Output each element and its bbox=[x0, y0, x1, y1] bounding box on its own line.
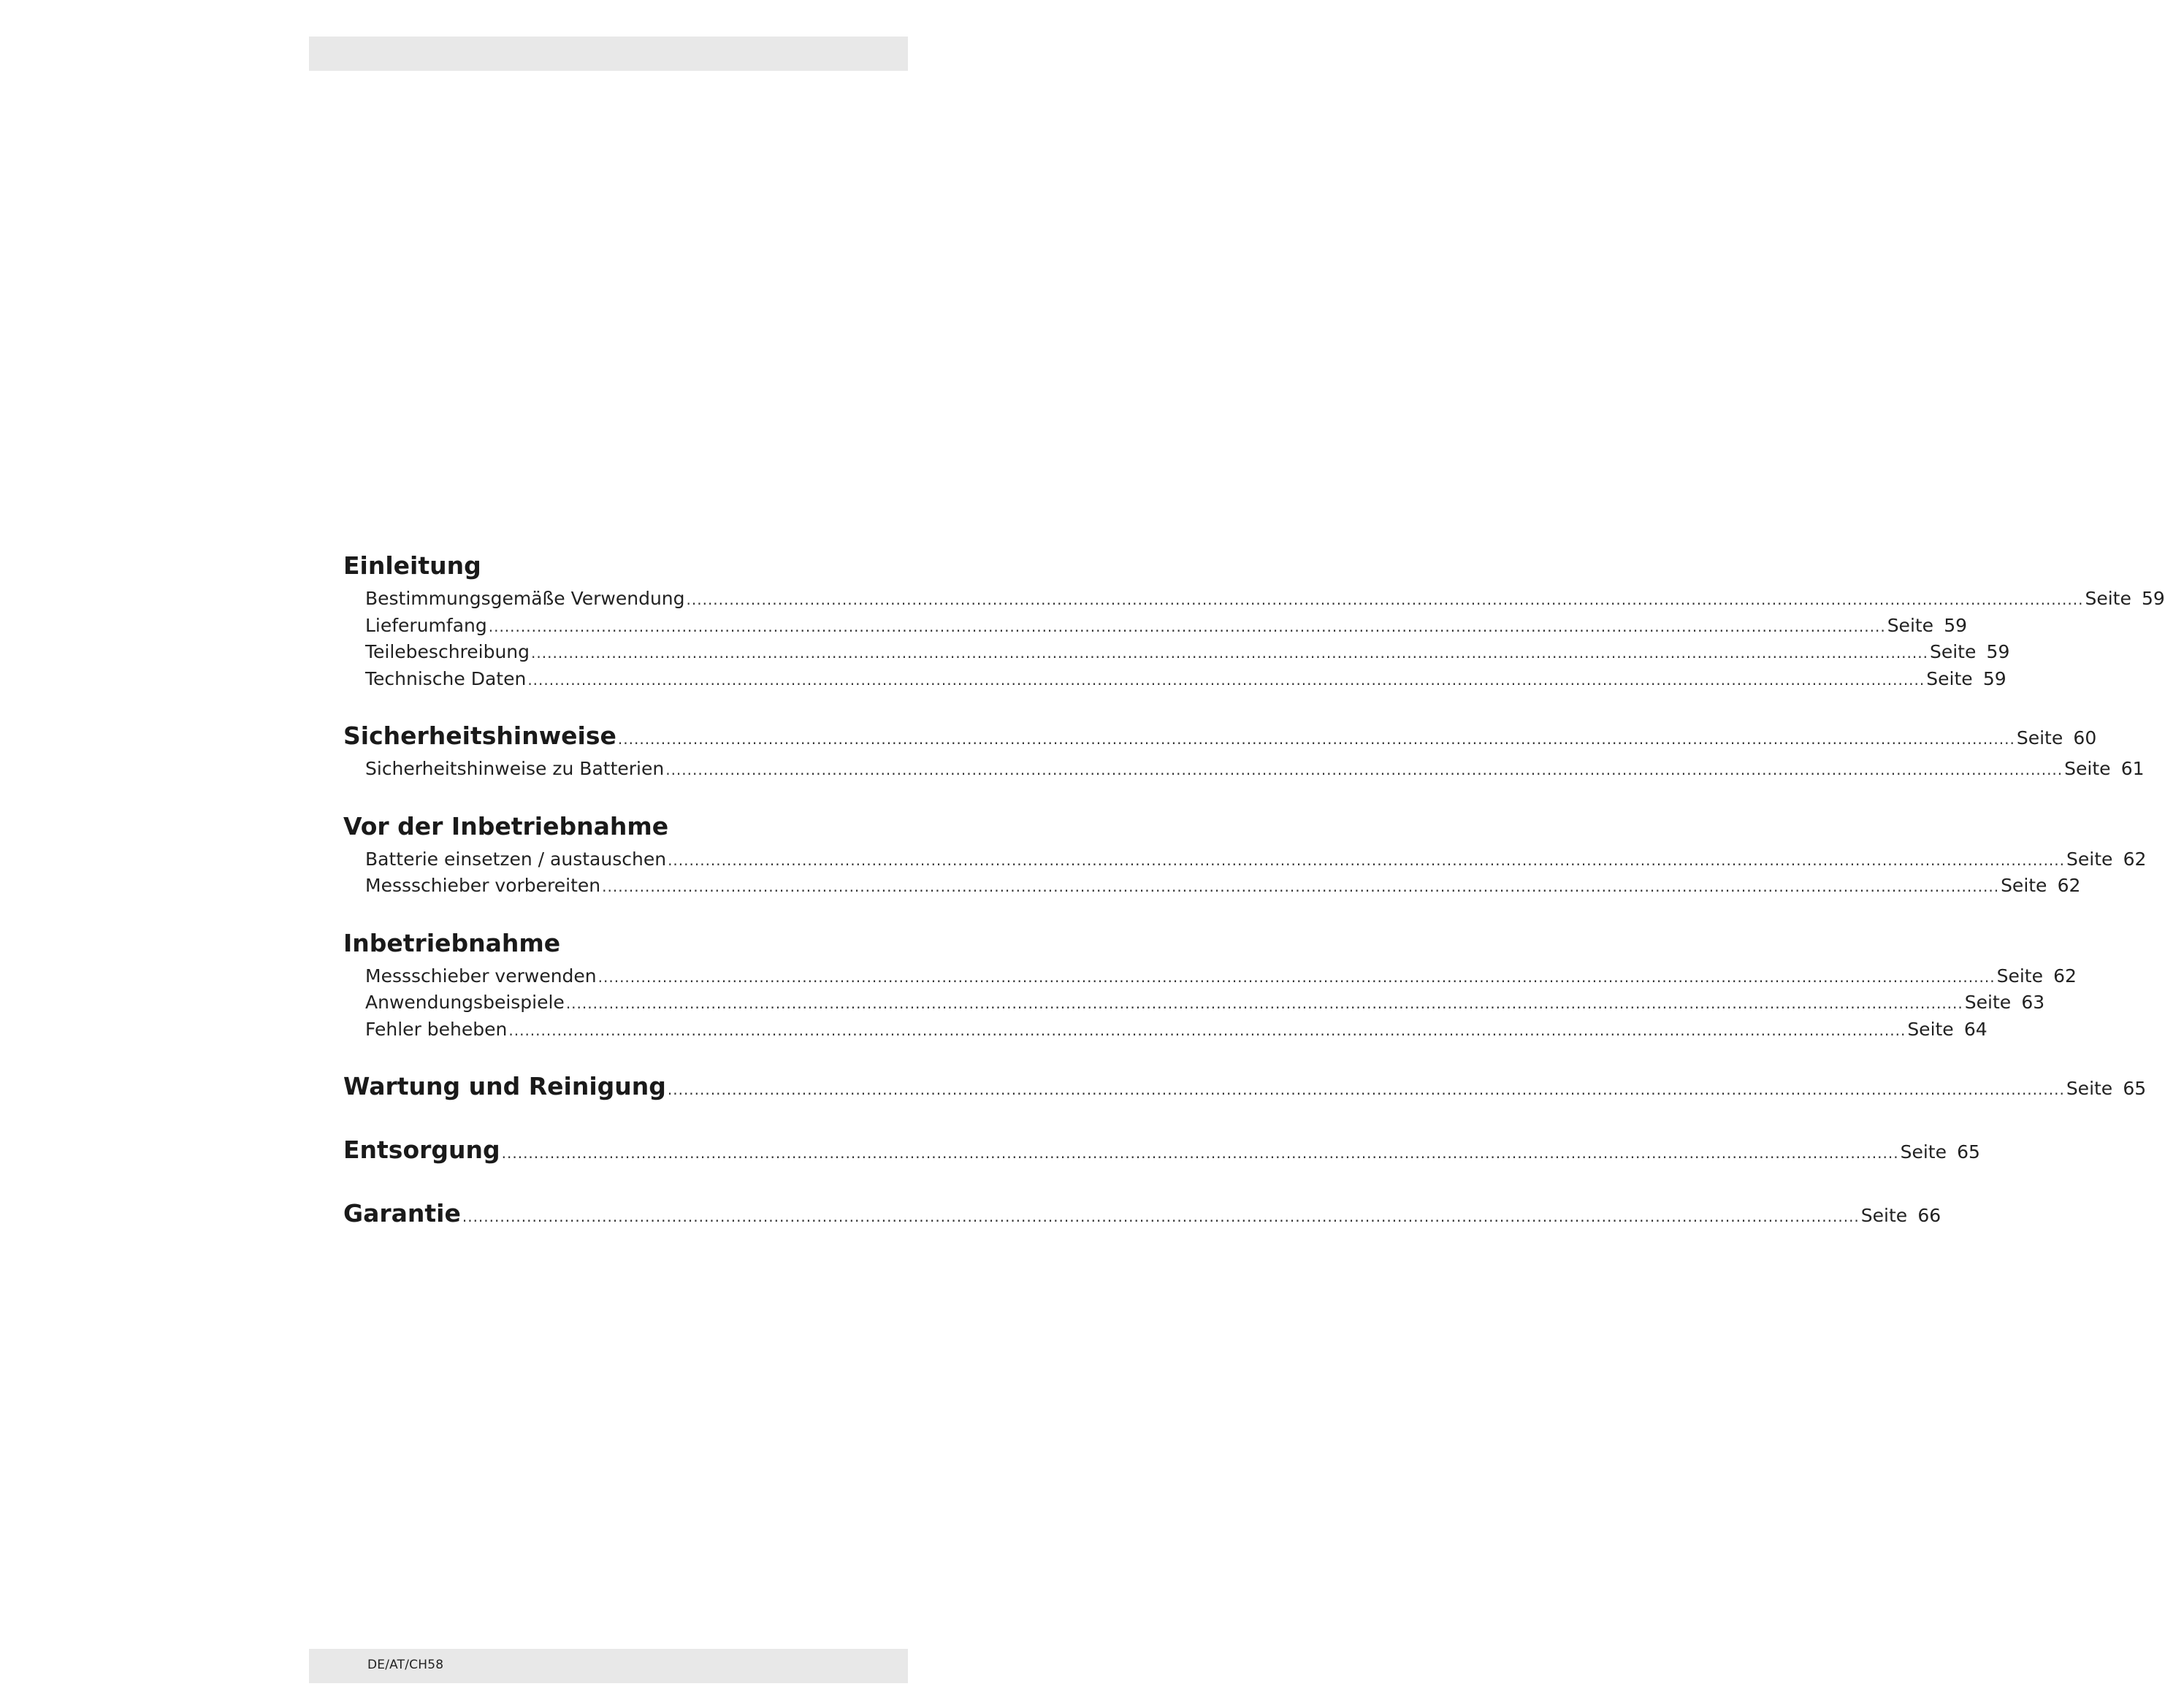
dot-leader: .................................................................................................................................................................................................................................................................... bbox=[462, 1208, 1860, 1225]
dot-leader: .................................................................................................................................................................................................................................................................... bbox=[597, 968, 1996, 986]
page-word: Seite bbox=[2001, 875, 2047, 896]
entry-label: Anwendungsbeispiele bbox=[365, 992, 565, 1013]
toc-entry[interactable] bbox=[343, 667, 2006, 695]
page-number: 59 bbox=[1944, 614, 1968, 636]
toc-section-heading[interactable] bbox=[343, 1199, 1941, 1236]
page-word: Seite bbox=[1964, 992, 2012, 1013]
dot-leader: .................................................................................................................................................................................................................................................................... bbox=[501, 1144, 1899, 1162]
dot-leader: .................................................................................................................................................................................................................................................................... bbox=[531, 644, 1928, 662]
toc-section bbox=[343, 1136, 1980, 1172]
toc-entry[interactable] bbox=[343, 848, 2147, 876]
header-bar bbox=[309, 37, 908, 71]
section-title: Wartung und Reinigung bbox=[343, 1072, 666, 1100]
section-title: Inbetriebnahme bbox=[343, 928, 561, 957]
toc-section-heading[interactable] bbox=[343, 551, 866, 588]
section-title: Sicherheitshinweise bbox=[343, 721, 616, 750]
toc-entry[interactable] bbox=[343, 588, 2165, 615]
page-reference bbox=[2066, 849, 2146, 870]
page-number: 66 bbox=[1917, 1205, 1941, 1226]
entry-label: Lieferumfang bbox=[365, 614, 487, 636]
dot-leader: .................................................................................................................................................................................................................................................................... bbox=[565, 995, 1963, 1012]
section-title: Einleitung bbox=[343, 551, 481, 580]
entry-label: Messschieber verwenden bbox=[365, 965, 597, 987]
page-word: Seite bbox=[1900, 1141, 1947, 1163]
page-word: Seite bbox=[2064, 758, 2111, 779]
page-reference bbox=[2066, 1078, 2146, 1099]
page-number: 59 bbox=[2142, 588, 2165, 609]
toc-section bbox=[343, 928, 2077, 1046]
dot-leader: .................................................................................................................................................................................................................................................................... bbox=[665, 761, 2063, 778]
page-number: 64 bbox=[1963, 1018, 1988, 1040]
page-number: 65 bbox=[2123, 1078, 2147, 1099]
toc-section-heading[interactable] bbox=[343, 812, 866, 849]
toc-section-heading[interactable] bbox=[343, 1072, 2147, 1108]
page-number: 60 bbox=[2073, 727, 2097, 748]
page-reference bbox=[1997, 965, 2077, 987]
dot-leader: .................................................................................................................................................................................................................................................................... bbox=[668, 851, 2065, 869]
page-reference bbox=[1965, 992, 2044, 1013]
toc-section-heading[interactable] bbox=[343, 721, 2097, 758]
toc-entry[interactable] bbox=[343, 758, 2145, 785]
page-reference bbox=[1887, 615, 1967, 636]
page-number: 59 bbox=[1986, 641, 2010, 662]
dot-leader: .................................................................................................................................................................................................................................................................... bbox=[602, 878, 2000, 895]
page-reference bbox=[1861, 1205, 1941, 1226]
page-word: Seite bbox=[1929, 641, 1977, 662]
page-number: 63 bbox=[2021, 992, 2045, 1013]
page-word: Seite bbox=[2085, 588, 2131, 609]
page-number: 62 bbox=[2057, 875, 2081, 896]
toc-section bbox=[343, 551, 2165, 694]
page-code: DE/AT/CH58 bbox=[367, 1658, 444, 1672]
dot-leader: .................................................................................................................................................................................................................................................................... bbox=[527, 670, 1925, 689]
dot-leader: .................................................................................................................................................................................................................................................................... bbox=[488, 617, 1886, 635]
entry-label: Teilebeschreibung bbox=[365, 641, 530, 662]
page-number: 62 bbox=[2123, 848, 2147, 870]
page-number: 62 bbox=[2053, 965, 2077, 987]
toc-entry[interactable] bbox=[343, 1018, 1988, 1046]
page-reference bbox=[1901, 1141, 1980, 1163]
page-reference bbox=[2085, 588, 2164, 609]
page-number: 59 bbox=[1982, 667, 2006, 689]
page-word: Seite bbox=[2066, 848, 2113, 870]
section-title: Garantie bbox=[343, 1199, 461, 1228]
toc-entry[interactable] bbox=[343, 965, 2077, 992]
section-title: Vor der Inbetriebnahme bbox=[343, 811, 669, 840]
toc-section bbox=[343, 721, 2145, 785]
entry-label: Technische Daten bbox=[365, 667, 527, 689]
page-reference bbox=[1926, 668, 2006, 689]
toc-section bbox=[343, 1072, 2147, 1108]
toc-entry[interactable] bbox=[343, 875, 2081, 902]
entry-label: Fehler beheben bbox=[365, 1018, 508, 1040]
page-word: Seite bbox=[2016, 727, 2063, 748]
toc-section-heading[interactable] bbox=[343, 1136, 1980, 1172]
dot-leader: .................................................................................................................................................................................................................................................................... bbox=[686, 591, 2084, 608]
toc-entry[interactable] bbox=[343, 614, 1968, 642]
page-reference bbox=[2001, 875, 2080, 896]
entry-label: Messschieber vorbereiten bbox=[365, 875, 601, 896]
page-reference bbox=[2064, 758, 2144, 779]
page-number: 65 bbox=[1957, 1141, 1980, 1163]
toc-entry[interactable] bbox=[343, 992, 2045, 1019]
entry-label: Batterie einsetzen / austauschen bbox=[365, 848, 667, 870]
toc-section bbox=[343, 1199, 1941, 1236]
toc-section-heading[interactable] bbox=[343, 929, 866, 965]
table-of-contents bbox=[343, 551, 2165, 1263]
entry-label: Sicherheitshinweise zu Batterien bbox=[365, 758, 665, 779]
footer-bar bbox=[309, 1649, 908, 1683]
page-word: Seite bbox=[1926, 667, 1973, 689]
page-reference bbox=[1930, 641, 2009, 662]
page-word: Seite bbox=[2066, 1078, 2113, 1099]
page-word: Seite bbox=[1996, 965, 2043, 987]
dot-leader: .................................................................................................................................................................................................................................................................... bbox=[617, 730, 2015, 748]
toc-entry[interactable] bbox=[343, 641, 2010, 668]
page-word: Seite bbox=[1887, 614, 1934, 636]
page-word: Seite bbox=[1860, 1205, 1908, 1226]
dot-leader: .................................................................................................................................................................................................................................................................... bbox=[508, 1021, 1906, 1039]
page-reference bbox=[1907, 1019, 1987, 1040]
dot-leader: .................................................................................................................................................................................................................................................................... bbox=[667, 1081, 2065, 1098]
page-reference bbox=[2017, 727, 2096, 748]
page-number: 61 bbox=[2120, 758, 2145, 779]
section-title: Entsorgung bbox=[343, 1136, 500, 1164]
entry-label: Bestimmungsgemäße Verwendung bbox=[365, 588, 685, 609]
page-word: Seite bbox=[1907, 1018, 1954, 1040]
toc-section bbox=[343, 811, 2147, 902]
